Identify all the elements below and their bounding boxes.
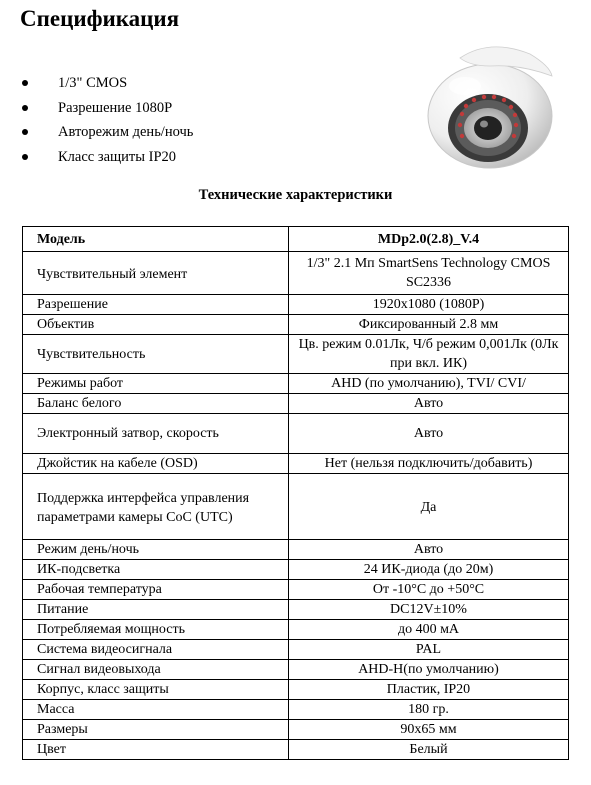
table-title: Технические характеристики xyxy=(198,187,393,203)
feature-text: Класс защиты IP20 xyxy=(58,148,177,165)
value-cell: Белый xyxy=(289,740,569,760)
table-row xyxy=(23,374,569,394)
value-cell: Цв. режим 0.01Лк, Ч/б режим 0,001Лк (0Лк при вкл. ИК) xyxy=(289,335,569,374)
table-row xyxy=(23,315,569,335)
param-cell: Цвет xyxy=(23,740,289,760)
value-cell: Авто xyxy=(289,394,569,414)
value-cell: PAL xyxy=(289,640,569,660)
value-cell: 90x65 мм xyxy=(289,720,569,740)
table-row xyxy=(23,600,569,620)
table-row xyxy=(23,620,569,640)
table-row xyxy=(23,700,569,720)
table-row xyxy=(23,560,569,580)
param-cell: ИК-подсветка xyxy=(23,560,289,580)
feature-text: Разрешение 1080P xyxy=(58,99,173,116)
value-cell: Пластик, IP20 xyxy=(289,680,569,700)
feature-list xyxy=(22,73,193,171)
value-cell: 180 гр. xyxy=(289,700,569,720)
table-row xyxy=(23,295,569,315)
param-cell: Сигнал видеовыхода xyxy=(23,660,289,680)
value-cell: 1920x1080 (1080P) xyxy=(289,295,569,315)
page-title: Спецификация xyxy=(20,6,180,31)
table-row xyxy=(23,335,569,374)
param-cell: Режим день/ночь xyxy=(23,540,289,560)
bullet-icon xyxy=(22,80,28,86)
param-cell: Питание xyxy=(23,600,289,620)
table-row xyxy=(23,414,569,454)
param-cell: Баланс белого xyxy=(23,394,289,414)
feature-text: 1/3" CMOS xyxy=(58,75,128,91)
feature-text: Авторежим день/ночь xyxy=(58,124,194,140)
value-cell: От -10°С до +50°С xyxy=(289,580,569,600)
param-cell: Чувствительность xyxy=(23,335,289,374)
header-param-cell: Модель xyxy=(23,227,289,252)
table-row xyxy=(23,540,569,560)
table-row xyxy=(23,252,569,295)
table-row xyxy=(23,474,569,540)
table-row xyxy=(23,394,569,414)
dome-camera-image xyxy=(420,36,570,171)
param-cell: Разрешение xyxy=(23,295,289,315)
param-cell: Электронный затвор, скорость xyxy=(23,414,289,454)
value-cell: 1/3" 2.1 Мп SmartSens Technology CMOS SC2336 xyxy=(289,252,569,295)
spec-table xyxy=(22,226,569,760)
table-row xyxy=(23,660,569,680)
table-row xyxy=(23,680,569,700)
table-header-row xyxy=(23,227,569,252)
param-cell: Чувствительный элемент xyxy=(23,252,289,295)
param-cell: Рабочая температура xyxy=(23,580,289,600)
bullet-icon xyxy=(22,154,28,160)
feature-item xyxy=(22,73,193,98)
value-cell: AHD (по умолчанию), TVI/ CVI/ xyxy=(289,374,569,394)
param-cell: Режимы работ xyxy=(23,374,289,394)
value-cell: AHD-H(по умолчанию) xyxy=(289,660,569,680)
feature-item xyxy=(22,98,193,123)
param-cell: Масса xyxy=(23,700,289,720)
param-cell: Объектив xyxy=(23,315,289,335)
param-cell: Потребляемая мощность xyxy=(23,620,289,640)
value-cell: Авто xyxy=(289,540,569,560)
table-row xyxy=(23,454,569,474)
feature-item xyxy=(22,122,193,147)
value-cell: 24 ИК-диода (до 20м) xyxy=(289,560,569,580)
header-value-cell: MDp2.0(2.8)_V.4 xyxy=(289,227,569,252)
param-cell: Поддержка интерфейса управления параметрами камеры CoC (UTC) xyxy=(23,474,289,540)
param-cell: Размеры xyxy=(23,720,289,740)
value-cell: Авто xyxy=(289,414,569,454)
param-cell: Система видеосигнала xyxy=(23,640,289,660)
table-row xyxy=(23,720,569,740)
table-row xyxy=(23,640,569,660)
value-cell: DC12V±10% xyxy=(289,600,569,620)
table-row xyxy=(23,740,569,760)
value-cell: до 400 мА xyxy=(289,620,569,640)
value-cell: Нет (нельзя подключить/добавить) xyxy=(289,454,569,474)
feature-item xyxy=(22,147,193,172)
table-row xyxy=(23,580,569,600)
value-cell: Фиксированный 2.8 мм xyxy=(289,315,569,335)
value-cell: Да xyxy=(289,474,569,540)
bullet-icon xyxy=(22,105,28,111)
param-cell: Корпус, класс защиты xyxy=(23,680,289,700)
param-cell: Джойстик на кабеле (OSD) xyxy=(23,454,289,474)
bullet-icon xyxy=(22,129,28,135)
